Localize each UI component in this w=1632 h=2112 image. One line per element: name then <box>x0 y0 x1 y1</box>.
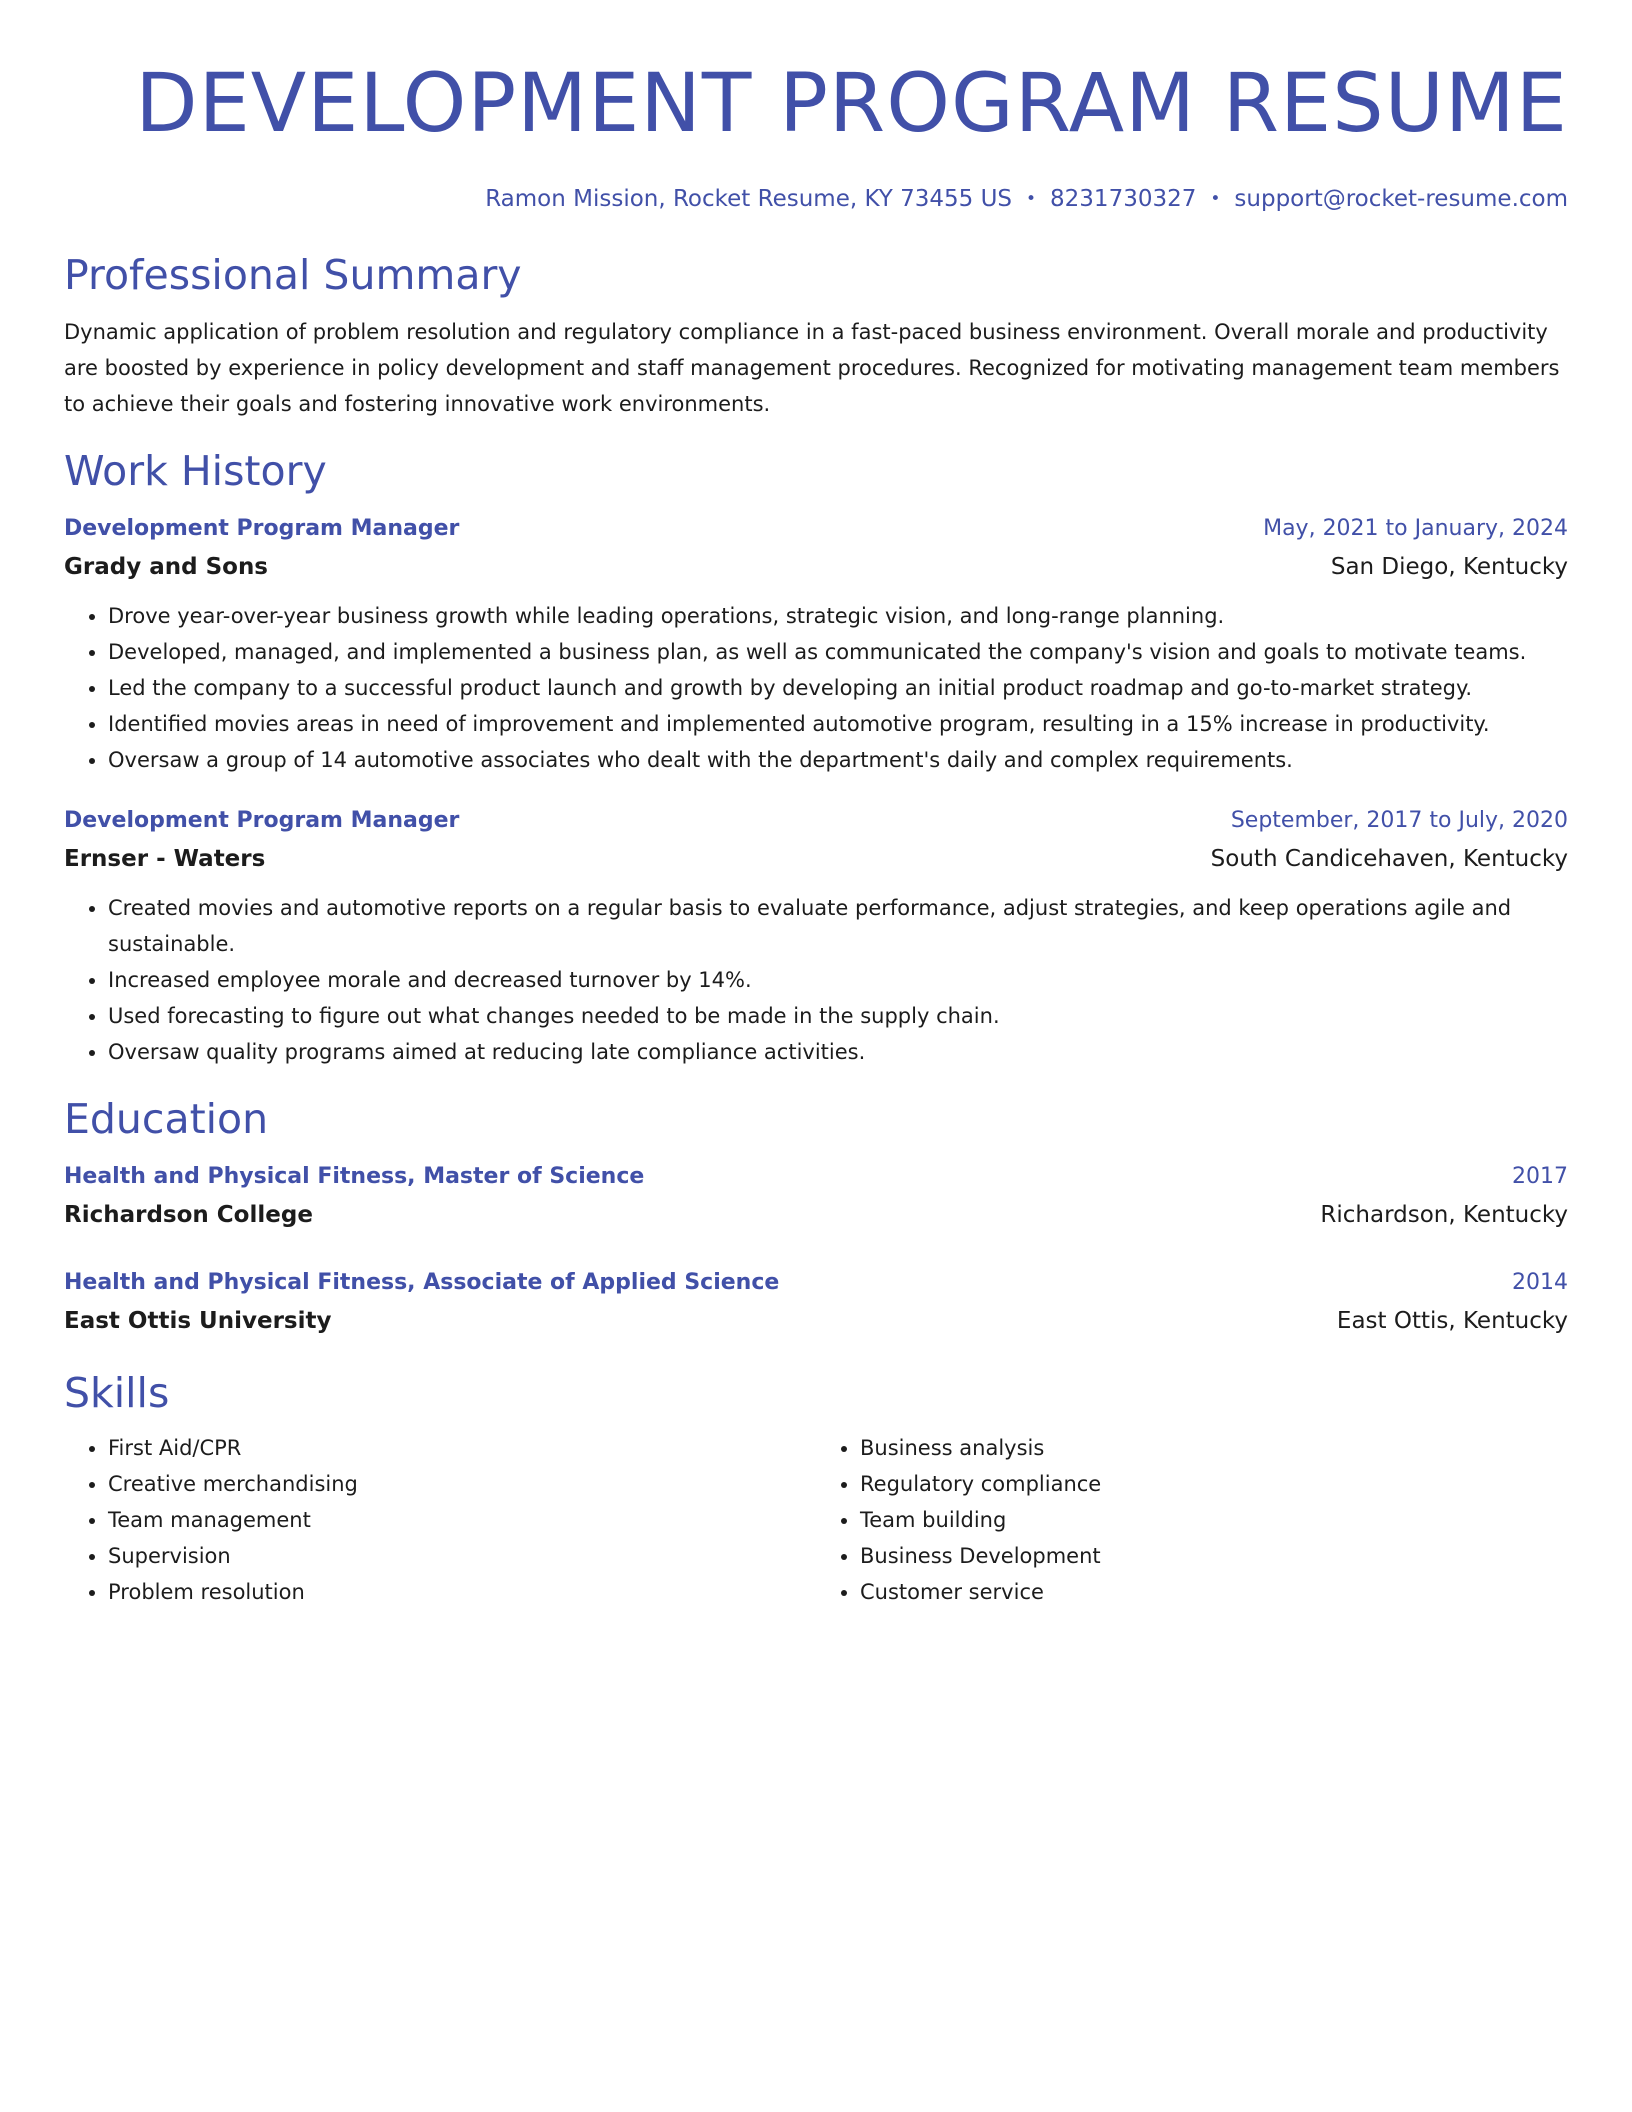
school-location: Richardson, Kentucky <box>1320 1202 1568 1228</box>
contact-phone: 8231730327 <box>1050 186 1197 212</box>
school-location: East Ottis, Kentucky <box>1336 1308 1568 1334</box>
job-title: Development Program Manager <box>64 516 460 541</box>
work-entry-subheader <box>64 840 1568 878</box>
job-bullet: • Identified movies areas in need of improvement and implemented automotive program, resulting in a 15% increase in productivity. <box>108 706 1568 742</box>
skills-columns <box>64 1430 1568 1610</box>
job-dates: September, 2017 to July, 2020 <box>1230 808 1568 833</box>
skills-list-right <box>816 1430 1568 1610</box>
contact-separator: • <box>1210 189 1221 209</box>
skill-item: • Team management <box>108 1502 816 1538</box>
skill-item: • Business Development <box>860 1538 1568 1574</box>
work-history-heading: Work History <box>64 447 327 495</box>
job-bullet-list <box>64 890 1568 1070</box>
work-entry-subheader <box>64 548 1568 586</box>
job-dates: May, 2021 to January, 2024 <box>1263 516 1568 541</box>
job-bullet: • Created movies and automotive reports on a regular basis to evaluate performance, adjust strategies, and keep operations agile and sustainable. <box>108 890 1568 962</box>
graduation-year: 2014 <box>1512 1270 1568 1295</box>
skills-heading: Skills <box>64 1369 170 1417</box>
school-name: East Ottis University <box>64 1308 332 1334</box>
work-entry <box>64 802 1568 1070</box>
contact-line <box>64 184 1568 214</box>
job-location: San Diego, Kentucky <box>1330 554 1568 580</box>
job-bullet: • Used forecasting to figure out what changes needed to be made in the supply chain. <box>108 998 1568 1034</box>
job-bullet: • Oversaw quality programs aimed at reducing late compliance activities. <box>108 1034 1568 1070</box>
contact-email: support@rocket-resume.com <box>1234 186 1568 212</box>
job-company: Grady and Sons <box>64 554 269 580</box>
job-bullet: • Oversaw a group of 14 automotive associates who dealt with the department's daily and complex requirements. <box>108 742 1568 778</box>
resume-header <box>64 56 1568 214</box>
skill-item: • Supervision <box>108 1538 816 1574</box>
resume-title: DEVELOPMENT PROGRAM RESUME <box>135 57 1568 151</box>
job-title: Development Program Manager <box>64 808 460 833</box>
skill-item: • Problem resolution <box>108 1574 816 1610</box>
skill-item: • Customer service <box>860 1574 1568 1610</box>
work-entry <box>64 510 1568 778</box>
contact-separator: • <box>1026 189 1037 209</box>
school-name: Richardson College <box>64 1202 313 1228</box>
work-entry-header <box>64 510 1568 548</box>
degree: Health and Physical Fitness, Master of Science <box>64 1164 645 1189</box>
job-bullet-list <box>64 598 1568 778</box>
education-entry-subheader <box>64 1302 1568 1340</box>
job-company: Ernser - Waters <box>64 846 266 872</box>
work-entry-header <box>64 802 1568 840</box>
degree: Health and Physical Fitness, Associate of Applied Science <box>64 1270 780 1295</box>
job-bullet: • Increased employee morale and decreased turnover by 14%. <box>108 962 1568 998</box>
job-location: South Candicehaven, Kentucky <box>1210 846 1568 872</box>
education-entry-header <box>64 1264 1568 1302</box>
education-entry <box>64 1264 1568 1340</box>
skill-item: • Creative merchandising <box>108 1466 816 1502</box>
summary-heading: Professional Summary <box>64 251 522 299</box>
skill-item: • Team building <box>860 1502 1568 1538</box>
education-entry-subheader <box>64 1196 1568 1234</box>
skill-item: • First Aid/CPR <box>108 1430 816 1466</box>
skills-list-left <box>64 1430 816 1610</box>
summary-text: Dynamic application of problem resolution and regulatory compliance in a fast-paced business environment. Overall morale and productivity are boosted by experience in policy development and staff management procedures. Recognized for motivating management team members to achieve their goals and fostering innovative work environments. <box>64 320 1560 416</box>
job-bullet: • Developed, managed, and implemented a business plan, as well as communicated the company's vision and goals to motivate teams. <box>108 634 1568 670</box>
job-bullet: • Led the company to a successful product launch and growth by developing an initial product roadmap and go-to-market strategy. <box>108 670 1568 706</box>
skill-item: • Business analysis <box>860 1430 1568 1466</box>
graduation-year: 2017 <box>1512 1164 1568 1189</box>
job-bullet: • Drove year-over-year business growth while leading operations, strategic vision, and long-range planning. <box>108 598 1568 634</box>
contact-address: Ramon Mission, Rocket Resume, KY 73455 US <box>485 186 1012 212</box>
education-heading: Education <box>64 1095 269 1143</box>
education-entry-header <box>64 1158 1568 1196</box>
skill-item: • Regulatory compliance <box>860 1466 1568 1502</box>
education-entry <box>64 1158 1568 1234</box>
